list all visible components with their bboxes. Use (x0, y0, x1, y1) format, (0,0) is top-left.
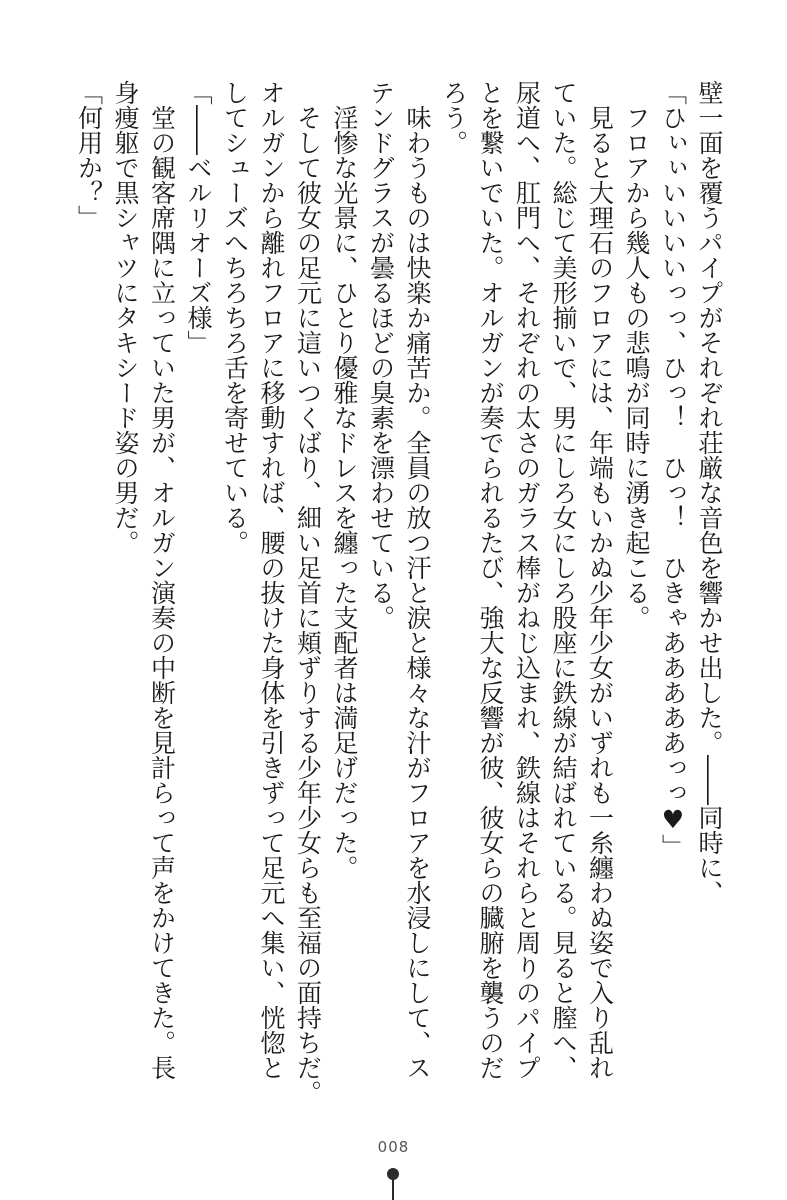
text-line: 「――ベルリオーズ様」 (184, 80, 213, 355)
text-line: 堂の観客席隅に立っていた男が、オルガン演奏の中断を見計らって声をかけてきた。長 (147, 80, 177, 1080)
text-line: 身痩躯で黒シャツにタキシード姿の男だ。 (111, 80, 140, 555)
text-line: フロアから幾人もの悲鳴が同時に湧き起こる。 (622, 80, 651, 630)
text-line: 見ると大理石のフロアには、年端もいかぬ少年少女がいずれも一糸纏わぬ姿で入り乱れ (585, 80, 615, 1080)
text-line: 味わうものは快楽か痛苦か。全員の放つ汗と涙と様々な汁がフロアを水浸しにして、ス (403, 80, 432, 1080)
text-line: 「ひぃぃいいいいっっ、ひっ！ ひっ！ ひきゃあああああっっ♥」 (658, 80, 688, 859)
text-line: ていた。総じて美形揃いで、男にしろ女にしろ股座に鉄線が結ばれている。見ると膣へ、 (549, 80, 578, 1080)
text-line: 尿道へ、肛門へ、それぞれの太さのガラス棒がねじ込まれ、鉄線はそれらと周りのパイプ (512, 80, 542, 1080)
text-line: 淫惨な光景に、ひとり優雅なドレスを纏った支配者は満足げだった。 (330, 80, 359, 880)
text-line: ろう。 (439, 80, 469, 155)
text-line: オルガンから離れフロアに移動すれば、腰の抜けた身体を引きずって足元へ集い、恍惚と (257, 80, 286, 1080)
vertical-body-text (47, 80, 727, 1105)
text-line: 「何用か？」 (74, 80, 104, 230)
text-line: テンドグラスが曇るほどの臭素を漂わせている。 (366, 80, 396, 630)
text-line: とを繋いでいた。オルガンが奏でられるたび、強大な反響が彼、彼女らの臓腑を襲うのだ (476, 80, 505, 1080)
text-line: 壁一面を覆うパイプがそれぞれ荘厳な音色を響かせ出した。――同時に、 (695, 80, 724, 905)
text-line: してシューズへちろちろ舌を寄せている。 (220, 80, 250, 555)
page-ornament-icon (387, 1168, 399, 1200)
page-number: 008 (377, 1138, 410, 1156)
ornament-stem (392, 1178, 394, 1200)
text-line: そして彼女の足元に這いつくばり、細い足首に頬ずりする少年少女らも至福の面持ちだ。 (293, 80, 323, 1105)
